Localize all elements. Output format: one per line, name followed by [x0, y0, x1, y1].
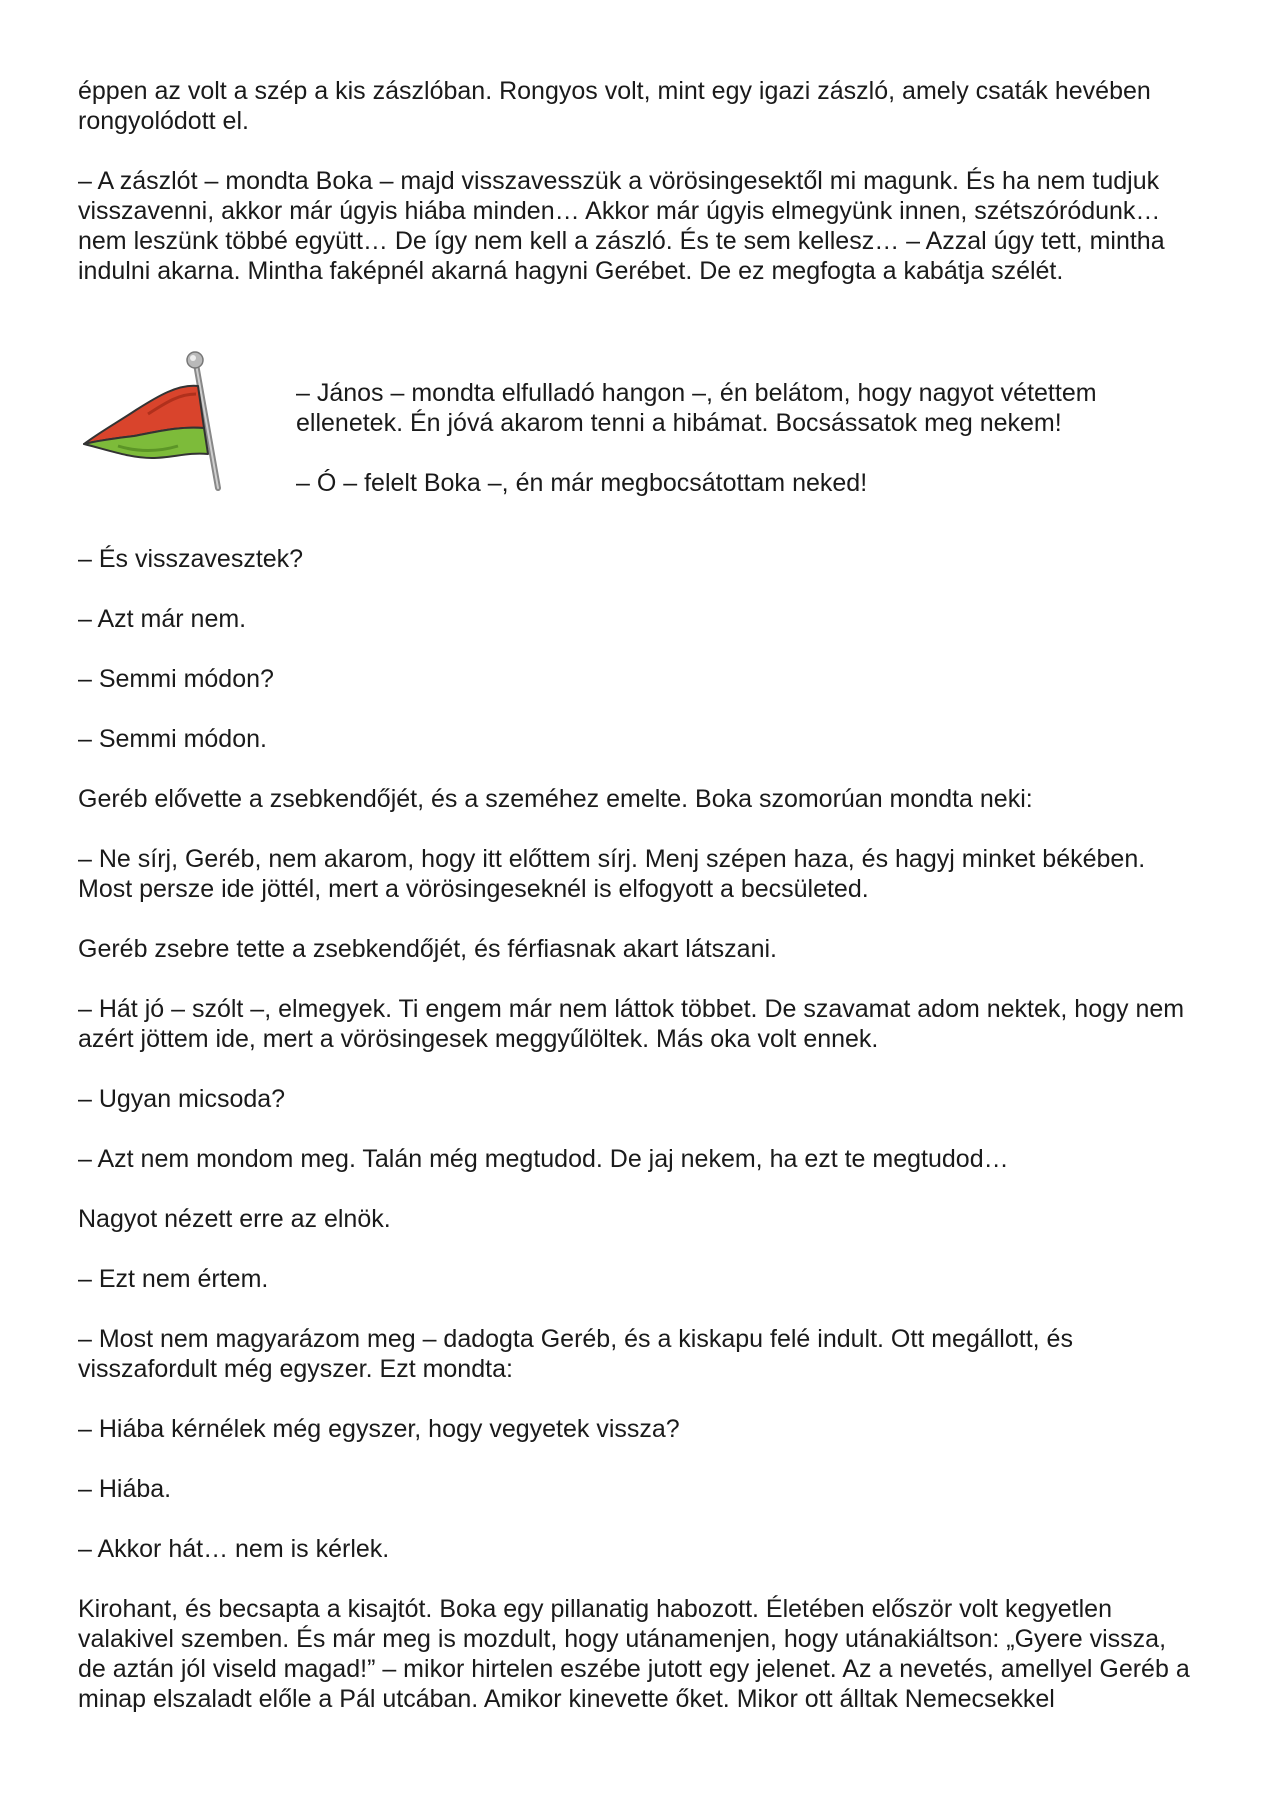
flag-icon — [78, 346, 238, 496]
paragraph-bottom-13: – Most nem magyarázom meg – dadogta Geréb, és a kiskapu felé indult. Ott megállott, és visszafordult még egyszer. Ezt mondta: — [78, 1325, 1073, 1383]
paragraph-bottom-14: – Hiába kérnélek még egyszer, hogy vegyetek vissza? — [78, 1415, 680, 1443]
paragraph-bottom-9: – Ugyan micsoda? — [78, 1085, 286, 1113]
paragraph-illus-2: – Ó – felelt Boka –, én már megbocsátottam neked! — [296, 469, 868, 497]
document-page — [78, 76, 1198, 1744]
paragraph-bottom-3: – Semmi módon? — [78, 665, 274, 693]
paragraph-top-2: – A zászlót – mondta Boka – majd visszavesszük a vörösingesektől mi magunk. És ha nem tudjuk visszavenni, akkor már úgyis hiába minden… Akkor már úgyis elmegyünk innen, szétszóródunk… nem leszünk többé együtt… De így nem kell a zászló. És te sem kellesz… – Azzal úgy tett, mintha indulni akarna. Mintha faképnél akarná hagyni Gerébet. De ez megfogta a kabátja szélét. — [78, 167, 1165, 285]
paragraph-bottom-6: – Ne sírj, Geréb, nem akarom, hogy itt előttem sírj. Menj szépen haza, és hagyj minket békében. Most persze ide jöttél, mert a vörösingeseknél is elfogyott a becsületed. — [78, 845, 1146, 903]
paragraph-bottom-16: – Akkor hát… nem is kérlek. — [78, 1535, 390, 1563]
paragraph-bottom-2: – Azt már nem. — [78, 605, 247, 633]
paragraph-bottom-8: – Hát jó – szólt –, elmegyek. Ti engem már nem láttok többet. De szavamat adom nektek, hogy nem azért jöttem ide, mert a vörösingesek meggyűlöltek. Más oka volt ennek. — [78, 995, 1185, 1053]
paragraph-bottom-1: – És visszavesztek? — [78, 545, 304, 573]
paragraph-bottom-5: Geréb elővette a zsebkendőjét, és a szeméhez emelte. Boka szomorúan mondta neki: — [78, 785, 1033, 813]
paragraph-bottom-4: – Semmi módon. — [78, 725, 267, 753]
paragraph-bottom-15: – Hiába. — [78, 1475, 172, 1503]
illustration-text — [296, 378, 1156, 528]
paragraph-top-1: éppen az volt a szép a kis zászlóban. Rongyos volt, mint egy igazi zászló, amely csaták hevében rongyolódott el. — [78, 77, 1151, 135]
paragraph-bottom-17: Kirohant, és becsapta a kisajtót. Boka egy pillanatig habozott. Életében először volt kegyetlen valakivel szemben. És már meg is mozdult, hogy utánamenjen, hogy utánakiáltson: „Gyere vissza, de aztán jól viseld magad!” – mikor hirtelen eszébe jutott egy jelenet. Az a nevetés, amellyel Geréb a minap elszaladt előle a Pál utcában. Amikor kinevette őket. Mikor ott álltak Nemecsekkel — [78, 1595, 1190, 1713]
illustration-block — [78, 346, 1198, 514]
paragraph-bottom-10: – Azt nem mondom meg. Talán még megtudod. De jaj nekem, ha ezt te megtudod… — [78, 1145, 1009, 1173]
paragraph-bottom-11: Nagyot nézett erre az elnök. — [78, 1205, 391, 1233]
paragraph-bottom-7: Geréb zsebre tette a zsebkendőjét, és férfiasnak akart látszani. — [78, 935, 777, 963]
paragraph-illus-1: – János – mondta elfulladó hangon –, én belátom, hogy nagyot vétettem ellenetek. Én jóvá akarom tenni a hibámat. Bocsássatok meg nekem! — [296, 379, 1097, 437]
paragraph-bottom-12: – Ezt nem értem. — [78, 1265, 269, 1293]
